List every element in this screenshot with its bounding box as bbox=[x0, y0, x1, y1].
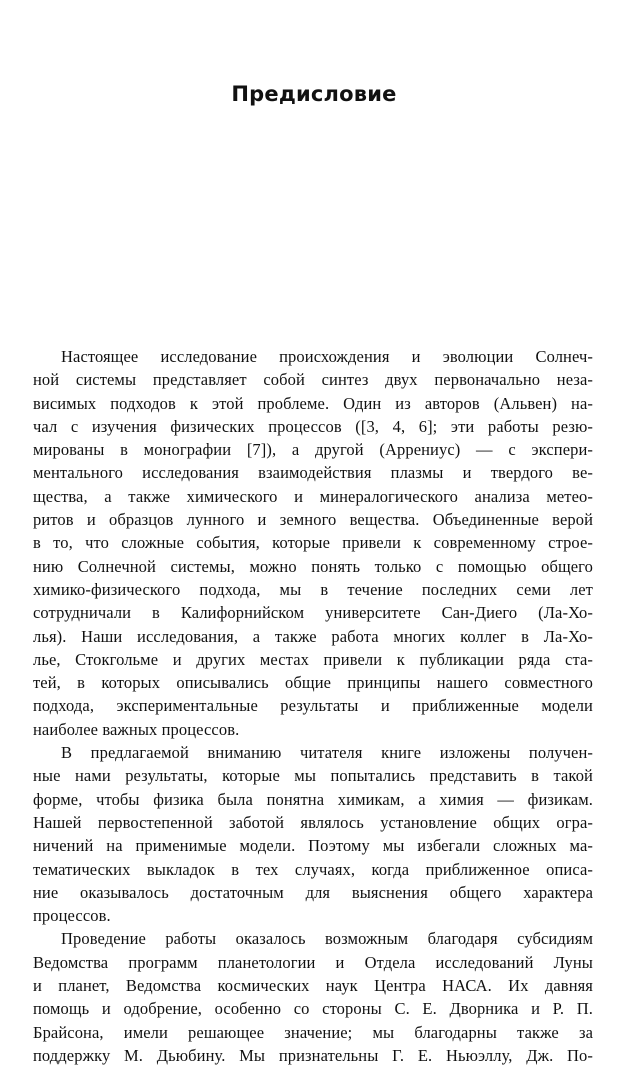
text-line: помощь и одобрение, особенно со стороны С. Е. Дворника и Р. П. bbox=[33, 999, 593, 1019]
preface-body bbox=[33, 345, 593, 1067]
text-line: ничений на применимые модели. Поэтому мы избегали сложных ма- bbox=[33, 836, 593, 856]
text-line: Проведение работы оказалось возможным благодаря субсидиям bbox=[61, 929, 593, 949]
text-line: лья). Наши исследования, а также работа многих коллег в Ла-Хо- bbox=[33, 626, 593, 646]
text-line: Настоящее исследование происхождения и эволюции Солнеч- bbox=[61, 347, 593, 366]
text-line: лье, Стокгольме и других местах привели к публикации ряда ста- bbox=[33, 649, 593, 669]
text-line: висимых подходов к этой проблеме. Один из авторов (Альвен) на- bbox=[33, 393, 593, 413]
text-line: сотрудничали в Калифорнийском университете Сан-Диего (Ла-Хо- bbox=[33, 603, 593, 623]
text-line: в то, что сложные события, которые привели к современному строе- bbox=[33, 533, 593, 553]
text-line: подхода, экспериментальные результаты и приближенные модели bbox=[33, 696, 593, 716]
text-line: тей, в которых описывались общие принципы нашего совместного bbox=[33, 673, 593, 693]
text-line: щества, а также химического и минералогического анализа метео- bbox=[33, 486, 593, 506]
text-line: Ведомства программ планетологии и Отдела исследований Луны bbox=[33, 952, 593, 972]
text-line: нию Солнечной системы, можно понять только с помощью общего bbox=[33, 556, 593, 576]
text-line: процессов. bbox=[33, 906, 111, 926]
page-title: Предисловие bbox=[231, 82, 397, 106]
text-line: ные нами результаты, которые мы попытались представить в такой bbox=[33, 766, 593, 786]
text-line: Брайсона, имели решающее значение; мы благодарны также за bbox=[33, 1022, 593, 1042]
text-line: ментального исследования взаимодействия плазмы и твердого ве- bbox=[33, 463, 593, 483]
text-line: форме, чтобы физика была понятна химикам, а химия — физикам. bbox=[33, 789, 593, 809]
text-line: поддержку М. Дьюбину. Мы признательны Г. Е. Ньюэллу, Дж. По- bbox=[33, 1045, 593, 1065]
text-line: мированы в монографии [7]), а другой (Аррениус) — с экспери- bbox=[33, 440, 593, 460]
paragraph-1 bbox=[33, 345, 593, 741]
text-line: ной системы представляет собой синтез двух первоначально неза- bbox=[33, 370, 593, 390]
text-line: наиболее важных процессов. bbox=[33, 719, 240, 739]
text-line: чал с изучения физических процессов ([3, 4, 6]; эти работы резю- bbox=[33, 416, 593, 436]
text-line: Нашей первостепенной заботой являлось установление общих огра- bbox=[33, 812, 593, 832]
text-line: ние оказывалось достаточным для выяснения общего характера bbox=[33, 882, 593, 902]
text-line: ритов и образцов лунного и земного вещества. Объединенные верой bbox=[33, 510, 593, 530]
text-line: химико-физического подхода, мы в течение последних семи лет bbox=[33, 579, 593, 599]
text-line: В предлагаемой вниманию читателя книге изложены получен- bbox=[61, 743, 593, 763]
text-line: тематических выкладок в тех случаях, когда приближенное описа- bbox=[33, 859, 593, 879]
text-line: и планет, Ведомства космических наук Центра НАСА. Их давняя bbox=[33, 976, 593, 996]
paragraph-2 bbox=[33, 741, 593, 927]
paragraph-3 bbox=[33, 927, 593, 1067]
